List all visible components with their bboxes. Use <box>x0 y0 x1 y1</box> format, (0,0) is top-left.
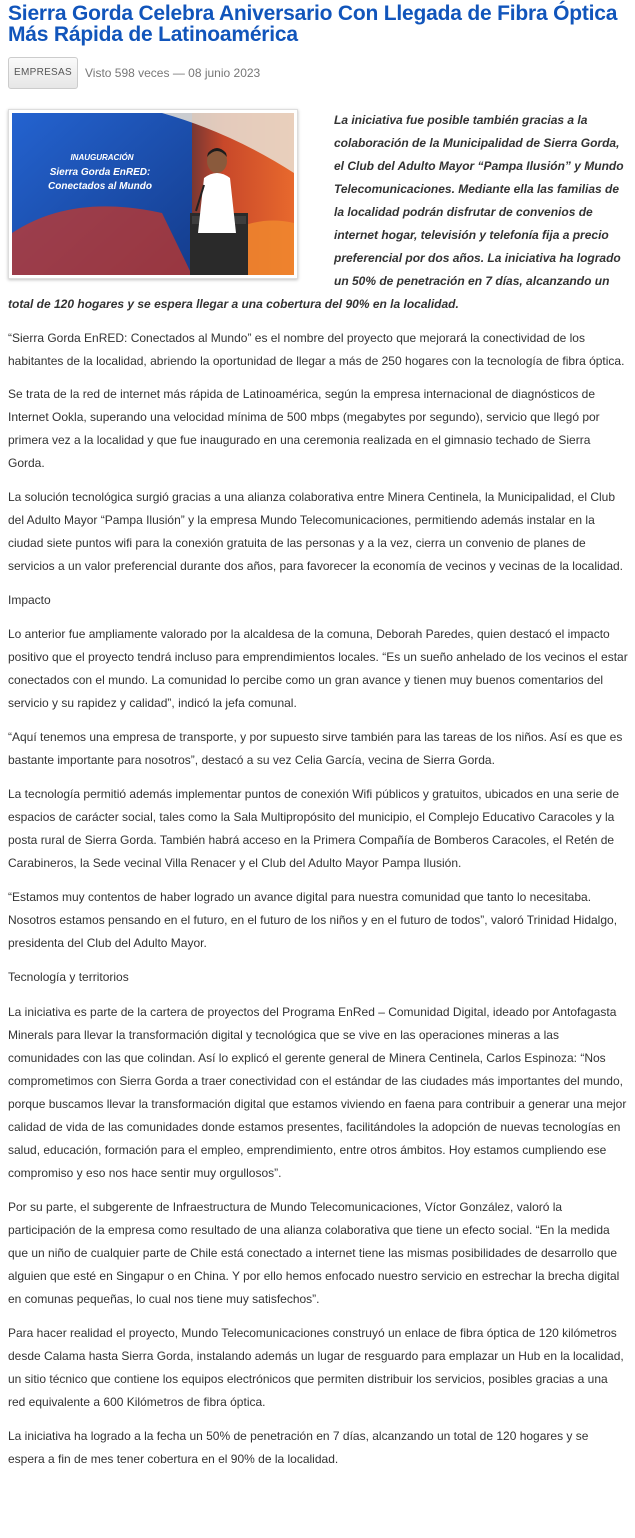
screen-line-3: Conectados al Mundo <box>48 181 152 192</box>
section-heading-impacto: Impacto <box>8 593 51 607</box>
article-title: Sierra Gorda Celebra Aniversario Con Llegada de Fibra Óptica Más Rápida de Latinoamérica <box>8 2 618 46</box>
hits-and-date: Visto 598 veces — 08 junio 2023 <box>84 66 261 80</box>
paragraph-10: Para hacer realidad el proyecto, Mundo Telecomunicaciones construyó un enlace de fibra óptica de 120 kilómetros desde Calama hasta Sierra Gorda, instalando además un lugar de resguardo para emplazar un Hub en la localidad, un sitio técnico que contiene los equipos electrónicos que permiten distribuir los servicios, posibles gracias a una red equivalente a 600 Kilómetros de fibra óptica. <box>8 1326 624 1409</box>
category-badge[interactable]: EMPRESAS <box>8 57 78 89</box>
intro-block <box>8 109 628 316</box>
paragraph-3: La solución tecnológica surgió gracias a una alianza colaborativa entre Minera Centinela, la Municipalidad, el Club del Adulto Mayor “Pampa Ilusión” y la empresa Mundo Telecomunicaciones, permitiendo además instalar en la ciudad siete puntos wifi para la conexión gratuita de las personas y a la vez, cierra un convenio de planes de servicios a un valor preferencial durante dos años, para favorecer la economía de vecinos y vecinas de la localidad. <box>8 490 624 573</box>
paragraph-2: Se trata de la red de internet más rápida de Latinoamérica, según la empresa internacional de diagnósticos de Internet Ookla, superando una velocidad mínima de 500 mbps (megabytes por segundo), servicio que llegó por primera vez a la localidad y que fue inaugurado en una ceremonia realizada en el gimnasio techado de Sierra Gorda. <box>8 387 600 470</box>
paragraph-9: Por su parte, el subgerente de Infraestructura de Mundo Telecomunicaciones, Víctor González, valoró la participación de la empresa como resultado de una alianza colaborativa que tiene un efecto social. “En la medida que un niño de cualquier parte de Chile está conectado a internet tiene las mismas posibilidades de desarrollo que alguien que esté en Singapur o en China. Y por ello hemos enfocado nuestro servicio en estrechar la brecha digital en comunas pequeñas, lo cual nos tiene muy satisfechos”. <box>8 1200 620 1306</box>
article-body <box>8 327 628 1471</box>
screen-line-2: Sierra Gorda EnRED: <box>49 167 151 178</box>
paragraph-11: La iniciativa ha logrado a la fecha un 50% de penetración en 7 días, alcanzando un total de 120 hogares y se espera a fin de mes tener cobertura en el 90% de la localidad. <box>8 1429 589 1466</box>
intro-paragraph: La iniciativa fue posible también gracias a la colaboración de la Municipalidad de Sierra Gorda, el Club del Adulto Mayor “Pampa Ilusión” y Mundo Telecomunicaciones. Mediante ella las familias de la localidad podrán disfrutar de convenios de internet hogar, televisión y telefonía fija a precio preferencial por dos años. La iniciativa ha logrado un 50% de penetración en 7 días, alcanzando un total de 120 hogares y se espera llegar a una cobertura del 90% en la localidad. <box>8 113 624 311</box>
paragraph-1: “Sierra Gorda EnRED: Conectados al Mundo” es el nombre del proyecto que mejorará la conectividad de los habitantes de la localidad, abriendo la oportunidad de llegar a más de 250 hogares con la tecnología de fibra óptica. <box>8 331 625 368</box>
paragraph-5: “Aquí tenemos una empresa de transporte, y por supuesto sirve también para las tareas de los niños. Así es que es bastante importante para nosotros”, destacó a su vez Celia García, vecina de Sierra Gorda. <box>8 730 623 767</box>
speaker-shirt <box>198 173 236 233</box>
article-meta <box>8 57 628 89</box>
inauguration-photo <box>12 113 294 275</box>
paragraph-4: Lo anterior fue ampliamente valorado por la alcaldesa de la comuna, Deborah Paredes, quien destacó el impacto positivo que el proyecto tendrá incluso para emprendimientos locales. “Es un sueño anhelado de los vecinos el estar conectados con el mundo. La comunidad lo percibe como un gran avance y tienen muy buenos comentarios del servicio y su rapidez y calidad”, indicó la jefa comunal. <box>8 627 628 710</box>
screen-line-1: INAUGURACIÓN <box>70 153 134 162</box>
section-heading-tecnologia: Tecnología y territorios <box>8 970 129 984</box>
paragraph-8: La iniciativa es parte de la cartera de proyectos del Programa EnRed – Comunidad Digital, ideado por Antofagasta Minerals para llevar la transformación digital y tecnológica que se vive en las operaciones mineras a las comunidades con las que colindan. Así lo explicó el gerente general de Minera Centinela, Carlos Espinoza: “Nos comprometimos con Sierra Gorda a traer conectividad con el estándar de las ciudades más importantes del mundo, porque buscamos llevar la transformación digital que estamos viviendo en faena para contribuir a generar una mejor calidad de vida de las comunidades donde estamos presentes, facilitándoles la adopción de nuevas tecnologías en salud, educación, formación para el empleo, emprendimiento, entre otros ámbitos. Hoy estamos cumpliendo ese compromiso y eso nos hace sentir muy orgullosos”. <box>8 1005 627 1180</box>
article-image <box>8 109 298 279</box>
paragraph-7: “Estamos muy contentos de haber logrado un avance digital para nuestra comunidad que tanto lo necesitaba. Nosotros estamos pensando en el futuro, en el futuro de los niños y en el futuro de todos”, valoró Trinidad Hidalgo, presidenta del Club del Adulto Mayor. <box>8 890 618 950</box>
paragraph-6: La tecnología permitió además implementar puntos de conexión Wifi públicos y gratuitos, ubicados en una serie de espacios de carácter social, tales como la Sala Multipropósito del municipio, el Complejo Educativo Caracoles y la posta rural de Sierra Gorda. También habrá acceso en la Primera Compañía de Bomberos Caracoles, el Retén de Carabineros, la Sede vecinal Villa Renacer y el Club del Adulto Mayor Pampa Ilusión. <box>8 787 620 870</box>
